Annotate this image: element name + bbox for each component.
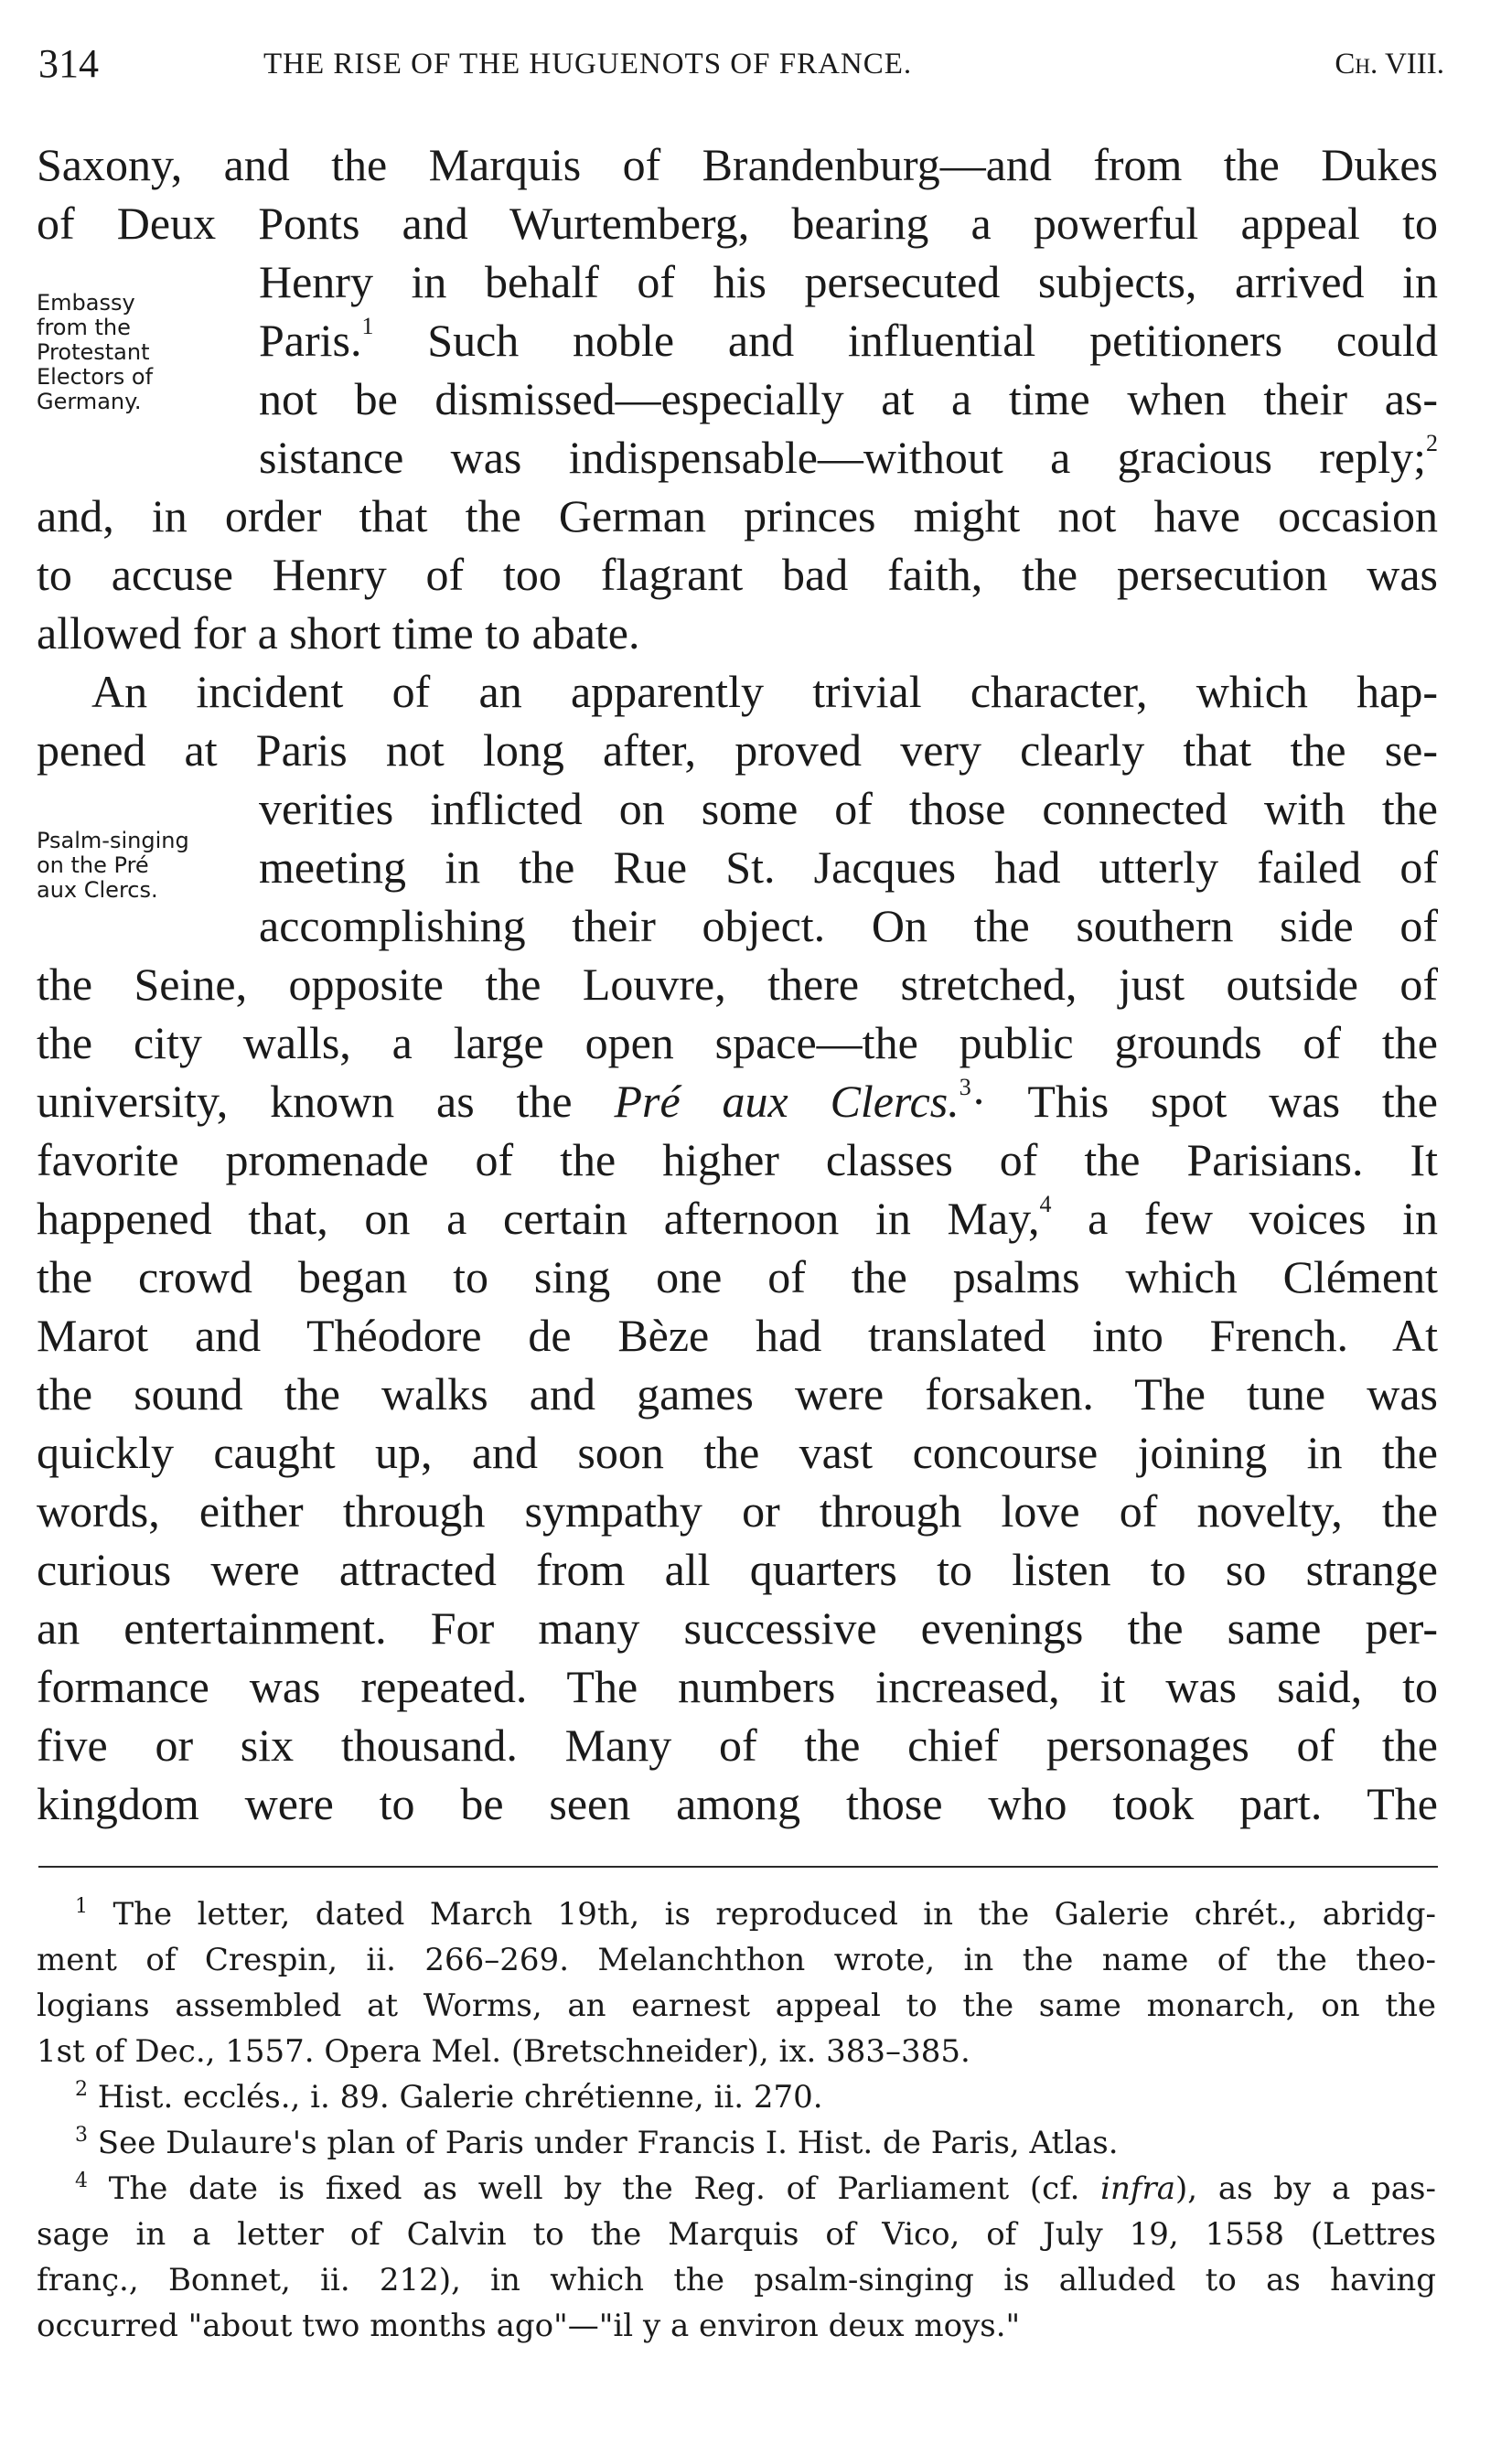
body-line: Marot and Théodore de Bèze had translated into French. At bbox=[37, 1310, 1438, 1361]
sidenote-line: on the Pré bbox=[37, 852, 149, 878]
footnote-line: ment of Crespin, ii. 266–269. Melanchthon wrote, in the name of the theo- bbox=[37, 1942, 1436, 1978]
body-line: kingdom were to be seen among those who took part. The bbox=[37, 1778, 1438, 1829]
body-line: the sound the walks and games were forsaken. The tune was bbox=[37, 1368, 1438, 1419]
chapter-reference: Ch. VIII. bbox=[1335, 48, 1444, 80]
sidenote-line: Electors of bbox=[37, 364, 154, 390]
body-line: formance was repeated. The numbers increased, it was said, to bbox=[37, 1661, 1438, 1712]
running-header bbox=[38, 40, 1444, 86]
sidenote-line: Embassy bbox=[37, 290, 135, 316]
body-line: favorite promenade of the higher classes of the Parisians. It bbox=[37, 1134, 1438, 1185]
footnote-line: $^1$ The letter, dated March 19th, is reproduced in the Galerie chrét., abridg- bbox=[75, 1895, 1436, 1933]
body-line: to accuse Henry of too flagrant bad faith, the persecution was bbox=[37, 549, 1438, 600]
footnote-line: 1st of Dec., 1557. Opera Mel. (Bretschneider), ix. 383–385. bbox=[37, 2033, 970, 2070]
body-line: happened that, on a certain afternoon in May,$^4$ a few voices in bbox=[37, 1191, 1438, 1244]
body-line: university, known as the Pré aux Clercs.$^3$· This spot was the bbox=[37, 1074, 1438, 1127]
body-line: Saxony, and the Marquis of Brandenburg—and from the Dukes bbox=[37, 139, 1438, 190]
body-line: five or six thousand. Many of the chief personages of the bbox=[37, 1719, 1438, 1771]
body-line: words, either through sympathy or through love of novelty, the bbox=[37, 1485, 1438, 1537]
footnote-line: franç., Bonnet, ii. 212), in which the psalm-singing is alluded to as having bbox=[37, 2262, 1436, 2298]
footnote-line: $^4$ The date is fixed as well by the Reg. of Parliament (cf. infra), as by a pas- bbox=[75, 2169, 1436, 2207]
body-line: the crowd began to sing one of the psalms which Clément bbox=[37, 1251, 1438, 1302]
footnote-ref: 2 bbox=[1426, 430, 1438, 456]
body-line: pened at Paris not long after, proved very clearly that the se- bbox=[37, 724, 1438, 776]
footnote-line: $^3$ See Dulaure's plan of Paris under Francis I. Hist. de Paris, Atlas. bbox=[75, 2124, 1119, 2161]
sidenote-line: Germany. bbox=[37, 389, 142, 414]
body-line: an entertainment. For many successive evenings the same per- bbox=[37, 1602, 1438, 1654]
body-line: of Deux Ponts and Wurtemberg, bearing a powerful appeal to bbox=[37, 198, 1438, 249]
sidenote-line: aux Clercs. bbox=[37, 877, 158, 903]
body-line: meeting in the Rue St. Jacques had utterly failed of bbox=[259, 841, 1438, 893]
body-line: verities inflicted on some of those connected with the bbox=[259, 783, 1438, 834]
body-line: allowed for a short time to abate. bbox=[37, 607, 640, 659]
page-number: 314 bbox=[38, 41, 99, 86]
footnote-line: sage in a letter of Calvin to the Marquis of Vico, of July 19, 1558 (Lettres bbox=[37, 2216, 1436, 2253]
footnote-ref: 4 bbox=[1039, 1191, 1052, 1217]
body-line: Paris.$^1$ Such noble and influential petitioners could bbox=[259, 313, 1438, 366]
sidenote-line: from the bbox=[37, 315, 131, 340]
body-line: curious were attracted from all quarters to listen to so strange bbox=[37, 1544, 1438, 1595]
body-line: the Seine, opposite the Louvre, there stretched, just outside of bbox=[37, 959, 1438, 1010]
footnote-line: $^2$ Hist. ecclés., i. 89. Galerie chrétienne, ii. 270. bbox=[75, 2078, 823, 2116]
body-line: accomplishing their object. On the southern side of bbox=[259, 900, 1438, 951]
sidenote-line: Protestant bbox=[37, 339, 150, 365]
body-line: and, in order that the German princes might not have occasion bbox=[37, 490, 1438, 541]
footnote-line: occurred "about two months ago"—"il y a environ deux moys." bbox=[37, 2308, 1021, 2344]
sidenote-psalm-singing bbox=[37, 829, 229, 903]
body-line: the city walls, a large open space—the public grounds of the bbox=[37, 1017, 1438, 1068]
sidenote-line: Psalm-singing bbox=[37, 828, 189, 853]
body-line: sistance was indispensable—without a gracious reply;$^2$ bbox=[259, 430, 1438, 483]
body-line: quickly caught up, and soon the vast concourse joining in the bbox=[37, 1427, 1438, 1478]
running-title: THE RISE OF THE HUGUENOTS OF FRANCE. bbox=[263, 48, 913, 80]
sidenote-embassy bbox=[37, 291, 229, 414]
footnote-line: logians assembled at Worms, an earnest appeal to the same monarch, on the bbox=[37, 1987, 1436, 2024]
footnote-ref: 1 bbox=[361, 313, 374, 339]
body-line: An incident of an apparently trivial character, which hap- bbox=[91, 666, 1438, 717]
footnote-separator bbox=[38, 1866, 1438, 1868]
body-line: Henry in behalf of his persecuted subjects, arrived in bbox=[259, 256, 1438, 307]
footnote-ref: 3 bbox=[959, 1074, 971, 1100]
body-line: not be dismissed—especially at a time when their as- bbox=[259, 373, 1438, 424]
